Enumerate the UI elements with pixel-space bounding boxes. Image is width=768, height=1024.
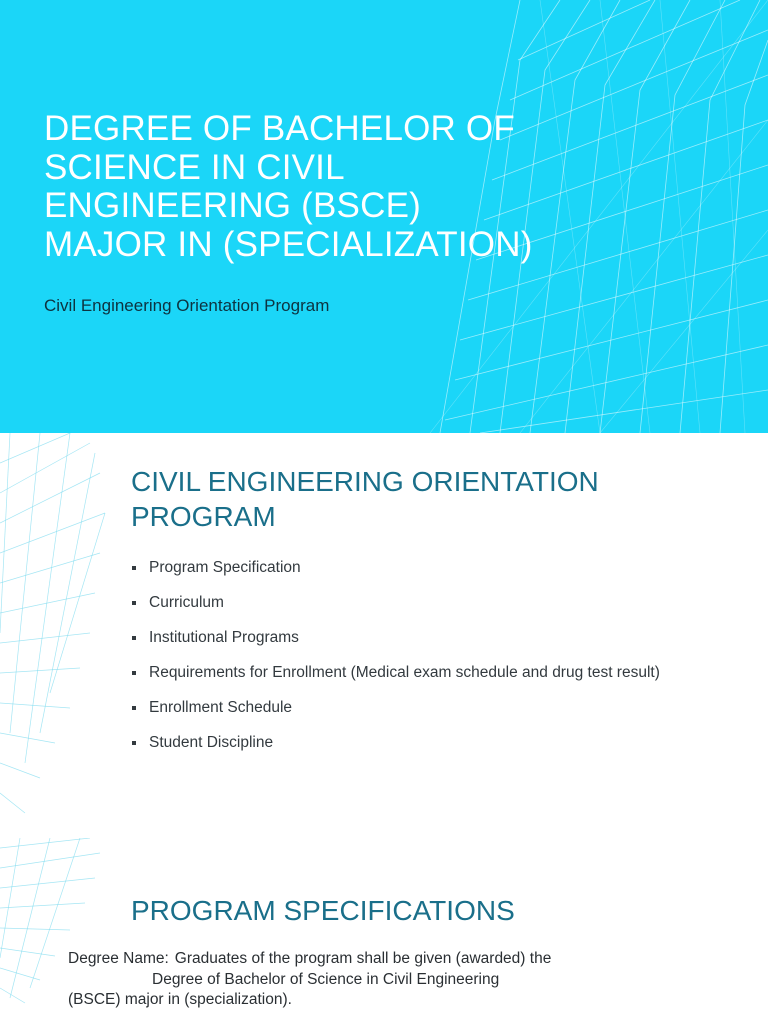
bullet-item: Program Specification [131,558,711,578]
bullet-item: Institutional Programs [131,628,711,648]
bullet-item: Curriculum [131,593,711,613]
bullet-item: Student Discipline [131,733,711,753]
agenda-bullet-list [131,558,711,768]
bullet-item: Requirements for Enrollment (Medical exam schedule and drug test result) [131,663,711,683]
degree-text-3: (BSCE) major in (specialization). [68,991,292,1008]
agenda-slide [0,433,768,838]
title-slide [0,0,768,433]
slide-title: DEGREE OF BACHELOR OF SCIENCE IN CIVIL ENGINEERING (BSCE) MAJOR IN (SPECIALIZATION) [44,109,533,264]
slide-subtitle: Civil Engineering Orientation Program [44,296,330,315]
degree-text-2: Degree of Bachelor of Science in Civil Engineering [152,970,500,988]
degree-name-label: Degree Name: [68,950,169,967]
degree-name-paragraph [68,949,688,1011]
degree-text-1: Graduates of the program shall be given (awarded) the [174,950,552,967]
program-specifications-slide [0,838,768,1024]
bullet-item: Enrollment Schedule [131,698,711,718]
agenda-heading: CIVIL ENGINEERING ORIENTATION PROGRAM [131,466,599,532]
wireframe-edge-graphic [0,433,110,838]
degree-line-1 [68,949,688,970]
specifications-heading: PROGRAM SPECIFICATIONS [131,895,515,926]
